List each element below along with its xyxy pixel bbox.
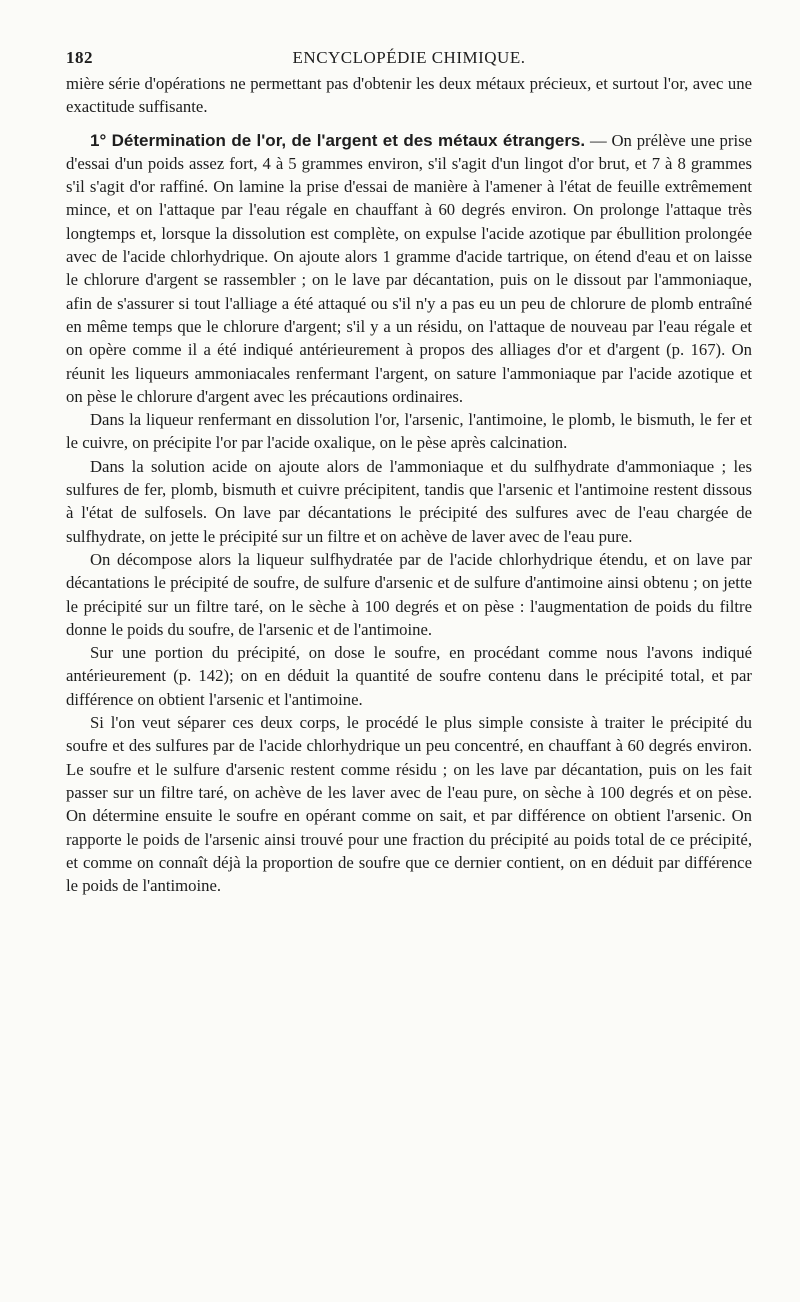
section-heading: 1° Détermination de l'or, de l'argent et des métaux étrangers. bbox=[90, 130, 586, 150]
paragraph-decomposition: On décompose alors la liqueur sulfhydratée par de l'acide chlorhydrique étendu, et on lave par décantations le précipité de soufre, de sulfure d'arsenic et de sulfure d'antimoine ainsi obtenu ; on jette le précipité sur un filtre taré, on le sèche à 100 degrés et on pèse : l'augmentation de poids du filtre donne le poids du soufre, de l'arsenic et de l'antimoine. bbox=[66, 549, 752, 639]
paragraph-separation: Si l'on veut séparer ces deux corps, le procédé le plus simple consiste à traiter le précipité du soufre et des sulfures par de l'acide chlorhydrique un peu concentré, en chauffant à 60 degrés environ. Le soufre et le sulfure d'arsenic restent comme résidu ; on les lave par décantation, puis on les fait passer sur un filtre taré, on achève de les laver avec de l'eau pure, on sèche à 100 degrés et on pèse. On détermine ensuite le soufre en opérant comme on sait, et par différence on obtient l'arsenic. On rapporte le poids de l'arsenic ainsi trouvé pour une fraction du précipité au poids total de ce précipité, et comme on connaît déjà la proportion de soufre que ce dernier contient, on en déduit par différence le poids de l'antimoine. bbox=[66, 713, 752, 896]
paragraph-sulfur-dosage: Sur une portion du précipité, on dose le soufre, en procédant comme nous l'avons indiqué antérieurement (p. 142); on en déduit la quantité de soufre contenu dans le précipité total, et par différence on obtient l'arsenic et l'antimoine. bbox=[66, 643, 752, 709]
section-body: — On prélève une prise d'essai d'un poids assez fort, 4 à 5 grammes environ, s'il s'agit d'un lingot d'or brut, et 7 à 8 grammes s'il s'agit d'or raffiné. On lamine la prise d'essai de manière à l'amener à l'état de feuille extrêmement mince, et on l'attaque par l'eau régale en chauffant à 60 degrés environ. On prolonge l'attaque très longtemps et, lorsque la dissolution est complète, on expulse l'acide azotique par ébullition prolongée avec de l'acide chlorhydrique. On ajoute alors 1 gramme d'acide tartrique, on étend d'eau et on laisse le chlorure d'argent se rassembler ; on le lave par décantation, puis on le dissout par l'ammoniaque, afin de s'assurer si tout l'alliage a été attaqué ou s'il n'y a pas eu un peu de chlorure de plomb entraîné en même temps que le chlorure d'argent; s'il y a un résidu, on l'attaque de nouveau par l'eau régale et on opère comme il a été indiqué antérieurement à propos des alliages d'or et d'argent (p. 167). On réunit les liqueurs ammoniacales renfermant l'argent, on sature l'ammoniaque par l'acide azotique et on pèse le chlorure d'argent avec les précautions ordinaires. bbox=[66, 130, 752, 406]
running-title: ENCYCLOPÉDIE CHIMIQUE. bbox=[292, 48, 526, 67]
page-number: 182 bbox=[66, 48, 93, 67]
paragraph-sulfides: Dans la solution acide on ajoute alors de l'ammoniaque et du sulfhydrate d'ammoniaque ; les sulfures de fer, plomb, bismuth et cuivre précipitent, tandis que l'arsenic et l'antimoine restent dissous à l'état de sulfosels. On lave par décantations le précipité des sulfures avec de l'eau chargée de sulfhydrate, on jette le précipité sur un filtre et on achève de laver avec de l'eau pure. bbox=[66, 456, 752, 546]
paragraph-section-1 bbox=[66, 129, 752, 409]
page-header bbox=[66, 38, 752, 72]
paragraph-gold-precipitation: Dans la liqueur renfermant en dissolution l'or, l'arsenic, l'antimoine, le plomb, le bismuth, le fer et le cuivre, on précipite l'or par l'acide oxalique, on le pèse après calcination. bbox=[66, 410, 752, 453]
body-text bbox=[66, 72, 752, 897]
paragraph-continuation: mière série d'opérations ne permettant pas d'obtenir les deux métaux précieux, et surtout l'or, avec une exactitude suffisante. bbox=[66, 74, 752, 117]
